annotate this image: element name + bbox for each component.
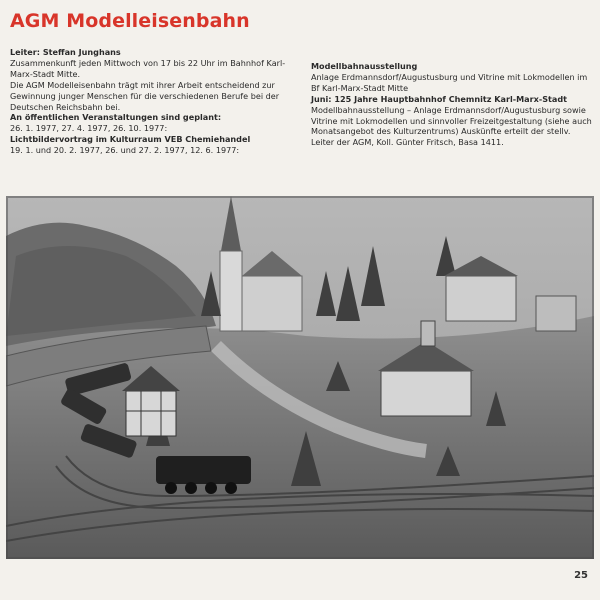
page-title: AGM Modelleisenbahn <box>10 10 250 32</box>
meeting-text: Zusammenkunft jeden Mittwoch von 17 bis 22 Uhr im Bahnhof Karl-Marx-Stadt Mitte. <box>10 57 286 79</box>
slides-line: Lichtbildervortrag im Kulturraum VEB Chemiehandel <box>10 134 251 145</box>
exhibit-text: Anlage Erdmannsdorf/Augustusburg und Vitrine mit Lokmodellen im Bf Karl-Marx-Stadt Mitte <box>311 71 588 93</box>
leader-line: Leiter: Steffan Junghans <box>10 47 121 57</box>
events-heading: An öffentlichen Veranstaltungen sind geplant: <box>10 112 222 123</box>
mission-text: Die AGM Modelleisenbahn trägt mit ihrer Arbeit entscheidend zur Gewinnung junger Menschen für die verschiedenen Berufe bei der Deutschen Reichsbahn bei. <box>10 79 280 112</box>
right-column <box>311 61 593 148</box>
event-dates: 26. 1. 1977, 27. 4. 1977, 26. 10. 1977: <box>10 123 168 134</box>
june-heading: Juni: 125 Jahre Hauptbahnhof Chemnitz Karl-Marx-Stadt <box>311 93 568 104</box>
page-number: 25 <box>574 570 588 581</box>
left-column <box>10 47 296 156</box>
june-text: Modellbahnausstellung – Anlage Erdmannsdorf/Augustusburg sowie Vitrine mit Lokmodellen und sinnvoller Freizeitgestaltung (siehe auch Monatsangebot des Kulturzentrums) Auskünfte erteilt der stellv. Leiter der AGM, Koll. Günter Fritsch, Basa 1411. <box>311 104 592 148</box>
slides-dates: 19. 1. und 20. 2. 1977, 26. und 27. 2. 1977, 12. 6. 1977: <box>10 145 240 156</box>
exhibit-heading: Modellbahnausstellung <box>311 61 418 71</box>
model-railway-photo <box>6 196 594 559</box>
